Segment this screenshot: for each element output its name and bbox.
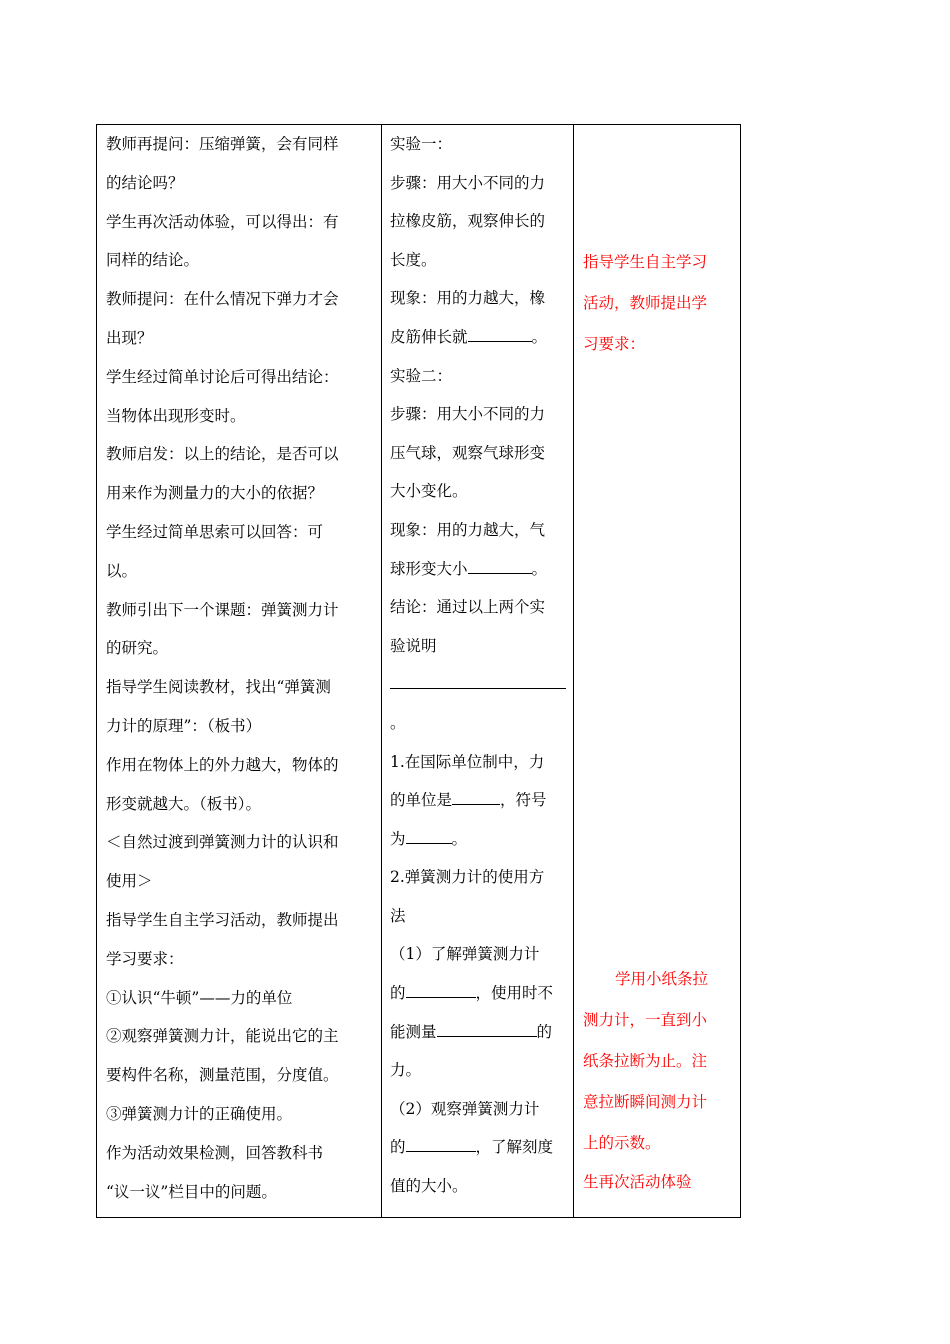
text-line: 大小变化。 <box>390 482 468 501</box>
text-line: 教师引出下一个课题：弹簧测力计 <box>106 600 339 619</box>
fill-in-line: 为 。 <box>390 820 567 859</box>
text-line: 法 <box>390 906 406 925</box>
text-line: 指导学生自主学习活动，教师提出 <box>106 910 339 929</box>
text-line: 作为活动效果检测，回答教科书 <box>106 1143 324 1162</box>
answer-blank[interactable] <box>468 325 532 342</box>
fill-in-line: 的 ，使用时不 <box>390 974 567 1013</box>
text-line: 学习要求： <box>106 949 184 968</box>
fill-in-line: 能测量 的 <box>390 1013 567 1052</box>
text-line: 指导学生阅读教材，找出“弹簧测 <box>106 678 331 697</box>
text-line: 结论：通过以上两个实 <box>390 598 546 617</box>
text-line: 形变就越大。（板书）。 <box>106 794 262 813</box>
answer-blank[interactable] <box>437 1020 537 1037</box>
text-line: 的研究。 <box>106 639 169 658</box>
text-line: ①认识“牛顿”——力的单位 <box>106 988 293 1007</box>
answer-blank[interactable] <box>390 673 566 690</box>
text-line: 同样的结论。 <box>106 251 200 270</box>
lesson-plan-table <box>96 124 741 1218</box>
experiment-one-title: 实验一： <box>390 135 453 153</box>
teaching-process-text <box>97 125 381 1211</box>
teaching-process-column <box>97 125 382 1217</box>
text-line: 的结论吗？ <box>106 173 184 192</box>
experiment-two-title: 实验二： <box>390 366 453 385</box>
text-line: 用来作为测量力的大小的依据？ <box>106 484 324 503</box>
answer-blank[interactable] <box>406 1136 476 1153</box>
answer-blank[interactable] <box>452 789 500 806</box>
note-line: 活动，教师提出学 <box>583 294 708 312</box>
note-line: 生再次活动体验 <box>583 1173 692 1191</box>
answer-blank[interactable] <box>468 557 532 574</box>
text-line: 当物体出现形变时。 <box>106 406 246 425</box>
text-line: 学生经过简单思索可以回答：可 <box>106 522 324 541</box>
text-line: 现象：用的力越大，气 <box>390 520 546 539</box>
text-line: ③弹簧测力计的正确使用。 <box>106 1104 293 1123</box>
text-line: 现象：用的力越大，橡 <box>390 289 546 308</box>
text-line: 验说明 <box>390 636 437 655</box>
activity-note <box>574 959 740 1164</box>
text-line: 拉橡皮筋，观察伸长的 <box>390 212 546 231</box>
text-line: 长度。 <box>390 250 437 269</box>
text-line: 作用在物体上的外力越大，物体的 <box>106 755 339 774</box>
text-line: 教师再提问：压缩弹簧，会有同样 <box>106 135 339 153</box>
text-line: 要构件名称，测量范围，分度值。 <box>106 1066 339 1085</box>
text-line: 2.弹簧测力计的使用方 <box>390 868 545 887</box>
text-line: 。 <box>390 713 406 732</box>
text-line: 压气球，观察气球形变 <box>390 443 546 462</box>
note-line: 测力计，一直到小 <box>583 1011 708 1029</box>
text-line: （1）了解弹簧测力计 <box>390 945 540 964</box>
text-line: 学生再次活动体验，可以得出：有 <box>106 212 339 231</box>
fill-in-line: 的单位是 ，符号 <box>390 781 567 820</box>
text-line: “议一议”栏目中的问题。 <box>106 1182 277 1201</box>
text-line: 教师启发：以上的结论，是否可以 <box>106 445 339 464</box>
text-line: 力计的原理”：（板书） <box>106 716 262 735</box>
guidance-note <box>574 242 740 365</box>
fill-in-line: 的 ，了解刻度 <box>390 1128 567 1167</box>
text-line: 1.在国际单位制中，力 <box>390 752 545 771</box>
experience-note <box>574 1162 740 1203</box>
fill-in-line: 球形变大小 。 <box>390 550 567 589</box>
text-line: 步骤：用大小不同的力 <box>390 173 546 192</box>
experiment-worksheet <box>382 125 573 1206</box>
note-line: 纸条拉断为止。注 <box>583 1052 708 1070</box>
note-line: 习要求： <box>583 335 646 353</box>
text-line: 学生经过简单讨论后可得出结论： <box>106 367 339 386</box>
text-line: ②观察弹簧测力计，能说出它的主 <box>106 1027 339 1046</box>
answer-blank[interactable] <box>406 982 476 999</box>
student-activity-column <box>382 125 574 1217</box>
text-line: 使用＞ <box>106 872 153 891</box>
text-line: 步骤：用大小不同的力 <box>390 405 546 424</box>
fill-in-line <box>390 665 567 704</box>
note-line: 意拉断瞬间测力计 <box>583 1093 708 1111</box>
text-line: 教师提问：在什么情况下弹力才会 <box>106 290 339 309</box>
text-line: 出现？ <box>106 328 153 347</box>
text-line: 以。 <box>106 561 138 580</box>
text-line: ＜自然过渡到弹簧测力计的认识和 <box>106 833 339 852</box>
note-line: 上的示数。 <box>583 1134 661 1152</box>
note-line: 指导学生自主学习 <box>583 253 708 271</box>
note-line: 学用小纸条拉 <box>615 970 709 988</box>
fill-in-line: 皮筋伸长就 。 <box>390 318 567 357</box>
text-line: 力。 <box>390 1061 422 1080</box>
answer-blank[interactable] <box>406 827 452 844</box>
text-line: 值的大小。 <box>390 1177 468 1196</box>
text-line: （2）观察弹簧测力计 <box>390 1099 540 1118</box>
design-intent-column <box>574 125 740 1217</box>
